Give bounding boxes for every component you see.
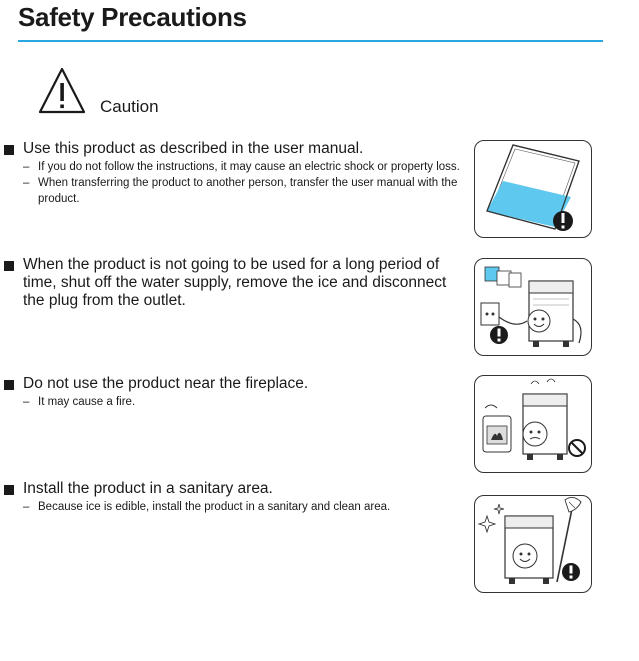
sanitary-area-icon	[475, 496, 591, 592]
precaution-sub-text: Because ice is edible, install the product in a sanitary and clean area.	[38, 501, 391, 513]
bullet-square-icon	[4, 380, 14, 390]
precaution-sub-text: When transferring the product to another person, transfer the user manual with the product.	[38, 177, 458, 205]
precaution-sub-item	[23, 394, 469, 410]
warning-triangle-icon	[38, 66, 98, 118]
bullet-square-icon	[4, 485, 14, 495]
sanitary-illustration	[474, 495, 592, 593]
precaution-main-text: Use this product as described in the user manual.	[23, 140, 364, 157]
dash-marker: –	[23, 161, 30, 173]
caution-label: Caution	[100, 97, 159, 116]
dash-marker: –	[23, 396, 30, 408]
fireplace-illustration	[474, 375, 592, 473]
precaution-sub-text: It may cause a fire.	[38, 396, 136, 408]
unplug-illustration	[474, 258, 592, 356]
title-divider	[18, 40, 603, 42]
precaution-sub-item	[23, 175, 469, 207]
unplug-ice-maker-icon	[475, 259, 591, 355]
precaution-sub-item	[23, 499, 469, 515]
dash-marker: –	[23, 501, 30, 513]
precaution-sub-text: If you do not follow the instructions, it may cause an electric shock or property loss.	[38, 161, 460, 173]
precaution-sub-list	[23, 159, 469, 207]
precaution-sub-list	[23, 394, 469, 410]
dash-marker: –	[23, 177, 30, 189]
precaution-sub-list	[23, 499, 469, 515]
precaution-main-text: When the product is not going to be used for a long period of time, shut off the water supply, remove the ice and disconnect the plug from the outlet.	[23, 256, 447, 309]
user-manual-icon	[475, 141, 591, 237]
page-title: Safety Precautions	[18, 2, 247, 32]
user-manual-illustration	[474, 140, 592, 238]
bullet-square-icon	[4, 145, 14, 155]
precaution-main-text: Install the product in a sanitary area.	[23, 480, 273, 497]
fireplace-warning-icon	[475, 376, 591, 472]
bullet-square-icon	[4, 261, 14, 271]
precaution-main-text: Do not use the product near the fireplace.	[23, 375, 309, 392]
precaution-sub-item	[23, 159, 469, 175]
